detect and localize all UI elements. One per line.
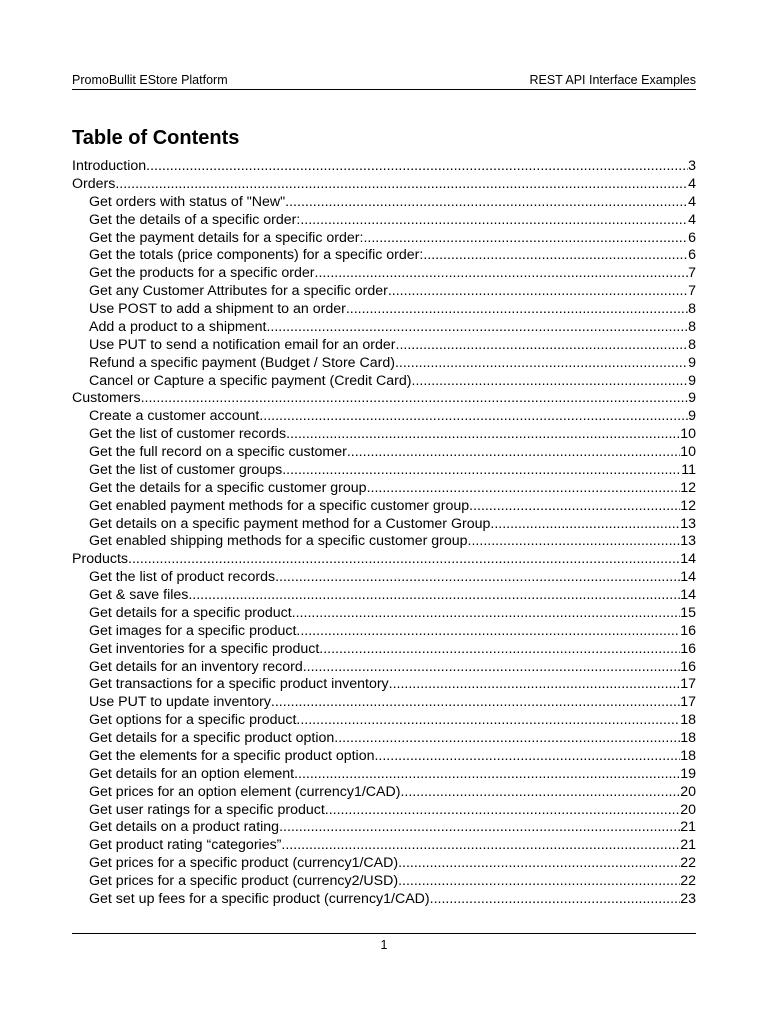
toc-entry-label: Get inventories for a specific product — [89, 640, 320, 657]
toc-dot-leader — [279, 819, 680, 837]
toc-section-entry[interactable] — [72, 158, 696, 176]
toc-subsection-entry[interactable] — [72, 873, 696, 891]
toc-entry-page-number: 13 — [680, 533, 696, 550]
toc-entry-label: Get the list of customer groups — [89, 461, 283, 478]
toc-entry-label: Get orders with status of "New" — [89, 193, 286, 210]
toc-entry-page-number: 10 — [680, 426, 696, 443]
toc-entry-label: Get details for an option element — [89, 765, 295, 782]
toc-entry-label: Get the details for a specific customer group — [89, 479, 367, 496]
toc-dot-leader — [296, 712, 680, 730]
toc-entry-page-number: 7 — [688, 265, 696, 282]
toc-entry-label: Use PUT to send a notification email for an order — [89, 336, 396, 353]
toc-dot-leader — [367, 480, 681, 498]
toc-subsection-entry[interactable] — [72, 337, 696, 355]
toc-dot-leader — [423, 247, 688, 265]
toc-dot-leader — [400, 784, 680, 802]
toc-entry-page-number: 23 — [680, 890, 696, 907]
toc-subsection-entry[interactable] — [72, 802, 696, 820]
toc-dot-leader — [468, 533, 681, 551]
toc-entry-page-number: 8 — [688, 301, 696, 317]
toc-subsection-entry[interactable] — [72, 712, 696, 730]
toc-entry-page-number: 20 — [680, 801, 696, 818]
toc-entry-label: Get enabled payment methods for a specific customer group — [89, 497, 470, 514]
toc-entry-page-number: 15 — [680, 604, 696, 621]
toc-subsection-entry[interactable] — [72, 444, 696, 462]
toc-subsection-entry[interactable] — [72, 694, 696, 712]
toc-entry-label: Get transactions for a specific product inventory — [89, 676, 389, 693]
toc-entry-page-number: 9 — [688, 390, 696, 407]
toc-entry-page-number: 6 — [688, 229, 696, 246]
toc-entry-page-number: 22 — [680, 855, 696, 872]
toc-subsection-entry[interactable] — [72, 766, 696, 784]
toc-entry-page-number: 16 — [680, 640, 696, 657]
toc-subsection-entry[interactable] — [72, 605, 696, 623]
table-of-contents — [72, 158, 696, 909]
toc-entry-label: Get details on a product rating — [89, 819, 280, 836]
toc-subsection-entry[interactable] — [72, 730, 696, 748]
toc-entry-page-number: 14 — [680, 587, 696, 603]
toc-dot-leader — [281, 837, 680, 855]
toc-dot-leader — [294, 766, 680, 784]
toc-entry-label: Introduction — [72, 158, 147, 174]
toc-dot-leader — [146, 158, 688, 176]
toc-subsection-entry[interactable] — [72, 194, 696, 212]
toc-entry-page-number: 4 — [688, 211, 696, 228]
toc-dot-leader — [285, 194, 688, 212]
toc-subsection-entry[interactable] — [72, 891, 696, 909]
toc-entry-label: Get set up fees for a specific product (currency1/CAD) — [89, 890, 430, 907]
toc-entry-page-number: 14 — [680, 569, 696, 586]
toc-dot-leader — [271, 694, 680, 712]
toc-entry-label: Get the list of customer records — [89, 426, 287, 443]
toc-dot-leader — [300, 212, 688, 230]
toc-dot-leader — [374, 748, 680, 766]
header-platform-name: PromoBullit EStore Platform — [72, 73, 228, 87]
toc-entry-page-number: 21 — [680, 837, 696, 854]
toc-section-entry[interactable] — [72, 551, 696, 569]
toc-entry-label: Get images for a specific product — [89, 622, 297, 639]
toc-entry-page-number: 9 — [688, 372, 696, 389]
toc-dot-leader — [303, 659, 681, 677]
toc-entry-label: Get the totals (price components) for a specific order: — [89, 247, 424, 264]
toc-subsection-entry[interactable] — [72, 355, 696, 373]
toc-dot-leader — [395, 355, 688, 373]
toc-subsection-entry[interactable] — [72, 319, 696, 337]
toc-entry-page-number: 17 — [680, 694, 696, 711]
toc-entry-label: Use POST to add a shipment to an order — [89, 301, 346, 317]
toc-subsection-entry[interactable] — [72, 819, 696, 837]
page-number: 1 — [380, 938, 388, 952]
toc-dot-leader — [325, 802, 680, 820]
toc-subsection-entry[interactable] — [72, 480, 696, 498]
toc-dot-leader — [347, 444, 680, 462]
toc-entry-page-number: 11 — [681, 461, 696, 478]
toc-entry-page-number: 17 — [680, 676, 696, 693]
toc-entry-label: Get the elements for a specific product option — [89, 747, 375, 764]
toc-dot-leader — [282, 462, 681, 480]
toc-entry-page-number: 10 — [680, 444, 696, 460]
toc-section-entry[interactable] — [72, 390, 696, 408]
toc-subsection-entry[interactable] — [72, 283, 696, 301]
toc-dot-leader — [188, 587, 680, 605]
toc-entry-label: Get & save files — [89, 587, 189, 603]
toc-entry-label: Get any Customer Attributes for a specific order — [89, 283, 388, 300]
toc-entry-label: Use PUT to update inventory — [89, 694, 271, 711]
toc-entry-page-number: 8 — [688, 318, 696, 335]
toc-subsection-entry[interactable] — [72, 498, 696, 516]
toc-subsection-entry[interactable] — [72, 569, 696, 587]
toc-subsection-entry[interactable] — [72, 247, 696, 265]
toc-dot-leader — [319, 641, 680, 659]
toc-subsection-entry[interactable] — [72, 462, 696, 480]
toc-subsection-entry[interactable] — [72, 408, 696, 426]
toc-dot-leader — [315, 265, 689, 283]
toc-entry-label: Get prices for a specific product (currency2/USD) — [89, 873, 399, 889]
toc-entry-label: Get enabled shipping methods for a specific customer group — [89, 533, 468, 550]
toc-entry-label: Cancel or Capture a specific payment (Credit Card) — [89, 372, 412, 389]
toc-entry-label: Get details for a specific product option — [89, 730, 335, 746]
toc-dot-leader — [490, 516, 680, 534]
toc-entry-page-number: 13 — [680, 515, 696, 532]
toc-entry-label: Get details for a specific product — [89, 604, 292, 621]
toc-section-entry[interactable] — [72, 176, 696, 194]
toc-dot-leader — [292, 605, 681, 623]
toc-entry-page-number: 12 — [680, 479, 696, 496]
toc-entry-label: Get prices for a specific product (currency1/CAD) — [89, 855, 399, 872]
toc-subsection-entry[interactable] — [72, 373, 696, 391]
page-title: Table of Contents — [72, 127, 240, 149]
toc-dot-leader — [346, 301, 688, 319]
toc-entry-page-number: 4 — [688, 193, 696, 210]
toc-entry-page-number: 14 — [680, 551, 696, 568]
toc-entry-page-number: 20 — [680, 783, 696, 800]
toc-entry-page-number: 16 — [680, 658, 696, 675]
toc-entry-page-number: 6 — [688, 247, 696, 264]
toc-entry-page-number: 18 — [680, 747, 696, 764]
toc-subsection-entry[interactable] — [72, 855, 696, 873]
page-header — [72, 72, 696, 90]
page-footer — [72, 933, 696, 953]
toc-entry-label: Get options for a specific product — [89, 712, 297, 729]
toc-entry-label: Create a customer account — [89, 408, 260, 425]
toc-dot-leader — [389, 676, 681, 694]
toc-dot-leader — [259, 408, 688, 426]
toc-subsection-entry[interactable] — [72, 587, 696, 605]
toc-subsection-entry[interactable] — [72, 623, 696, 641]
toc-entry-page-number: 19 — [680, 765, 696, 782]
toc-subsection-entry[interactable] — [72, 212, 696, 230]
toc-entry-page-number: 8 — [688, 336, 696, 353]
toc-entry-label: Refund a specific payment (Budget / Store Card) — [89, 354, 395, 371]
toc-dot-leader — [363, 230, 688, 248]
toc-subsection-entry[interactable] — [72, 301, 696, 319]
toc-subsection-entry[interactable] — [72, 784, 696, 802]
toc-entry-label: Add a product to a shipment — [89, 318, 267, 335]
toc-entry-page-number: 18 — [680, 730, 696, 746]
toc-dot-leader — [412, 373, 689, 391]
toc-dot-leader — [296, 623, 680, 641]
toc-entry-page-number: 3 — [688, 158, 696, 174]
toc-entry-page-number: 9 — [688, 354, 696, 371]
toc-entry-label: Customers — [72, 390, 141, 407]
toc-subsection-entry[interactable] — [72, 533, 696, 551]
toc-entry-page-number: 22 — [680, 873, 696, 889]
toc-dot-leader — [128, 551, 680, 569]
toc-dot-leader — [115, 176, 688, 194]
toc-subsection-entry[interactable] — [72, 676, 696, 694]
toc-entry-label: Get product rating “categories” — [89, 837, 282, 854]
toc-entry-label: Get the payment details for a specific order: — [89, 229, 364, 246]
toc-entry-label: Get the list of product records — [89, 569, 276, 586]
toc-subsection-entry[interactable] — [72, 837, 696, 855]
toc-entry-label: Orders — [72, 175, 116, 192]
toc-dot-leader — [286, 426, 680, 444]
toc-entry-label: Get the products for a specific order — [89, 265, 315, 282]
toc-entry-label: Get the details of a specific order: — [89, 211, 301, 228]
toc-entry-label: Get user ratings for a specific product — [89, 801, 325, 818]
toc-subsection-entry[interactable] — [72, 265, 696, 283]
toc-entry-page-number: 4 — [688, 175, 696, 192]
toc-entry-page-number: 18 — [680, 712, 696, 729]
toc-subsection-entry[interactable] — [72, 516, 696, 534]
toc-dot-leader — [388, 283, 688, 301]
toc-dot-leader — [398, 855, 680, 873]
toc-entry-label: Products — [72, 551, 128, 568]
toc-subsection-entry[interactable] — [72, 659, 696, 677]
toc-dot-leader — [141, 390, 689, 408]
toc-dot-leader — [430, 891, 681, 909]
toc-subsection-entry[interactable] — [72, 230, 696, 248]
toc-dot-leader — [266, 319, 688, 337]
toc-dot-leader — [398, 873, 680, 891]
toc-dot-leader — [469, 498, 680, 516]
header-document-name: REST API Interface Examples — [529, 73, 696, 87]
toc-subsection-entry[interactable] — [72, 641, 696, 659]
toc-entry-page-number: 12 — [680, 497, 696, 514]
toc-entry-page-number: 7 — [688, 283, 696, 300]
toc-subsection-entry[interactable] — [72, 426, 696, 444]
toc-dot-leader — [396, 337, 689, 355]
toc-entry-label: Get prices for an option element (currency1/CAD) — [89, 783, 401, 800]
toc-entry-page-number: 16 — [680, 622, 696, 639]
toc-dot-leader — [275, 569, 680, 587]
toc-entry-label: Get details on a specific payment method for a Customer Group — [89, 515, 491, 532]
toc-subsection-entry[interactable] — [72, 748, 696, 766]
toc-entry-page-number: 21 — [680, 819, 696, 836]
toc-entry-label: Get details for an inventory record — [89, 658, 303, 675]
toc-entry-label: Get the full record on a specific customer — [89, 444, 347, 460]
toc-entry-page-number: 9 — [688, 408, 696, 425]
toc-dot-leader — [334, 730, 680, 748]
